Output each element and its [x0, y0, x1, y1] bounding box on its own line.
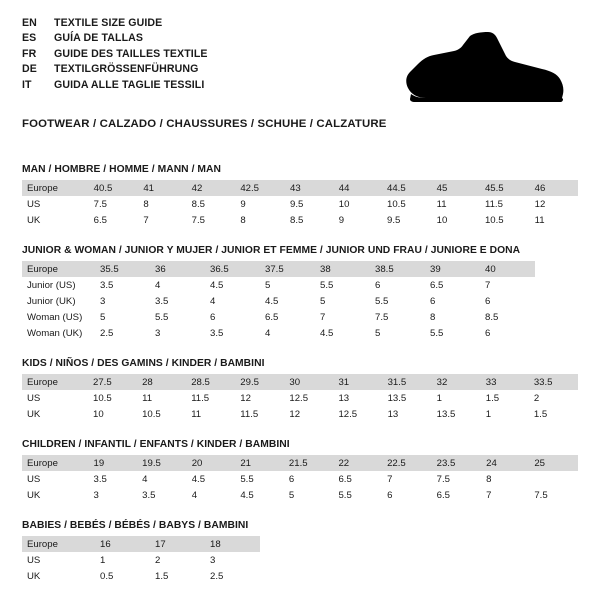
cell: 10.5: [484, 214, 504, 226]
cell: 24: [481, 455, 529, 471]
cell: 16: [95, 536, 150, 552]
cell: 4.5: [320, 327, 334, 339]
row-label: UK: [27, 408, 41, 420]
cell: 11: [436, 198, 447, 210]
cell: 22.5: [382, 455, 432, 471]
cell: 7.5: [375, 311, 389, 323]
cell: 1.5: [155, 570, 169, 582]
cell: 9.5: [387, 214, 401, 226]
cell: 4: [155, 279, 161, 291]
cell: 29.5: [235, 374, 284, 390]
cell: 12: [289, 408, 301, 420]
cell: 11: [142, 392, 153, 404]
cell: 8.5: [485, 311, 499, 323]
cell: 5.5: [430, 327, 444, 339]
language-title: TEXTILGRÖSSENFÜHRUNG: [54, 63, 199, 76]
section-junior-woman: [22, 245, 578, 341]
header: [22, 16, 578, 104]
table-row: [22, 390, 578, 406]
cell: 38.5: [370, 261, 425, 277]
language-row: [22, 78, 208, 93]
cell: 31.5: [383, 374, 432, 390]
language-row: [22, 31, 208, 46]
cell: 10: [93, 408, 104, 420]
row-label: UK: [27, 570, 41, 582]
cell: 23.5: [432, 455, 482, 471]
cell: 44.5: [382, 180, 432, 196]
table-row: [22, 212, 578, 228]
cell: 3: [93, 489, 99, 501]
cell: 30: [284, 374, 333, 390]
language-title: GUÍA DE TALLAS: [54, 32, 144, 45]
cell: 40: [480, 261, 535, 277]
cell: 7.5: [534, 489, 548, 501]
cell: 1: [100, 554, 106, 566]
cell: 45: [432, 180, 480, 196]
table-row: [22, 568, 260, 584]
cell: 3.5: [142, 489, 156, 501]
section-title: BABIES / BEBÉS / BÉBÉS / BABYS / BAMBINI: [22, 520, 249, 531]
section-babies: [22, 520, 578, 584]
cell: 7: [320, 311, 326, 323]
cell: 12: [240, 392, 251, 404]
row-label: Europe: [22, 455, 89, 471]
cell: 21.5: [284, 455, 334, 471]
cell: 3: [100, 295, 106, 307]
table-row: [22, 406, 578, 422]
table-row: [22, 293, 535, 309]
cell: 2.5: [100, 327, 114, 339]
language-code: ES: [22, 32, 37, 45]
cell: 25: [529, 455, 578, 471]
cell: 36.5: [205, 261, 260, 277]
table-row: [22, 261, 535, 277]
cell: 2: [533, 392, 540, 404]
cell: 28: [137, 374, 186, 390]
cell: 42.5: [235, 180, 285, 196]
cell: 46: [530, 180, 578, 196]
language-list: [22, 16, 208, 93]
language-title: TEXTILE SIZE GUIDE: [54, 17, 163, 29]
size-table-children: [22, 455, 578, 503]
cell: 6: [485, 295, 491, 307]
cell: 5.5: [155, 311, 169, 323]
cell: 6: [210, 311, 216, 323]
cell: 0.5: [100, 570, 114, 582]
cell: 6.5: [430, 279, 444, 291]
cell: 4: [210, 295, 216, 307]
cell: 8.5: [290, 214, 304, 226]
row-label: US: [27, 473, 41, 485]
table-row: [22, 325, 535, 341]
row-label: UK: [27, 489, 41, 501]
cell: 4.5: [191, 473, 206, 485]
table-row: [22, 487, 578, 503]
cell: 21: [235, 455, 284, 471]
cell: 11: [191, 408, 202, 420]
cell: 4.5: [240, 489, 254, 501]
cell: 6: [387, 489, 393, 501]
cell: 13.5: [387, 392, 407, 404]
cell: 11: [534, 214, 545, 226]
cell: 12.5: [338, 408, 358, 420]
cell: 11.5: [484, 198, 503, 210]
cell: 3: [155, 327, 161, 339]
cell: 5.5: [240, 473, 254, 485]
cell: 8.5: [191, 198, 205, 210]
size-table-babies: [22, 536, 260, 584]
cell: 8: [143, 198, 149, 210]
section-kids: [22, 358, 578, 422]
cell: 42: [187, 180, 236, 196]
language-code: DE: [22, 63, 37, 76]
cell: 35.5: [95, 261, 150, 277]
cell: 6: [430, 295, 436, 307]
cell: 5.5: [338, 489, 352, 501]
cell: 5: [375, 327, 381, 339]
cell: 5.5: [320, 279, 334, 291]
cell: 7: [387, 473, 393, 485]
cell: 10: [338, 198, 350, 210]
cell: 9: [338, 214, 345, 226]
cell: 7.5: [436, 473, 450, 485]
row-label: Junior (UK): [27, 295, 76, 307]
cell: 13: [387, 408, 399, 420]
cell: 7: [485, 279, 491, 291]
cell: 39: [425, 261, 480, 277]
cell: 8: [240, 214, 246, 226]
language-code: EN: [22, 17, 37, 29]
row-label: US: [27, 198, 41, 210]
row-label: Woman (US): [27, 311, 83, 323]
cell: 13.5: [436, 408, 456, 420]
cell: 5: [100, 311, 106, 323]
cell: 19: [89, 455, 138, 471]
size-table-kids: [22, 374, 578, 422]
cell: 6: [288, 473, 295, 485]
cell: 3.5: [93, 473, 107, 485]
language-row: [22, 16, 208, 31]
cell: 4: [191, 489, 198, 501]
cell: 7.5: [191, 214, 205, 226]
cell: 2.5: [210, 570, 224, 582]
cell: 8: [430, 311, 436, 323]
cell: 4.5: [210, 279, 224, 291]
table-row: [22, 309, 535, 325]
cell: [529, 471, 578, 487]
row-label: Europe: [22, 261, 95, 277]
cell: 7: [143, 214, 149, 226]
cell: 40.5: [89, 180, 139, 196]
row-label: US: [27, 554, 41, 566]
language-row: [22, 62, 208, 77]
cell: 4: [265, 327, 271, 339]
cell: 5.5: [375, 295, 389, 307]
category-title: FOOTWEAR / CALZADO / CHAUSSURES / SCHUHE / CALZATURE: [22, 118, 387, 130]
cell: 3.5: [155, 295, 169, 307]
cell: 19.5: [137, 455, 187, 471]
cell: 6.5: [436, 489, 450, 501]
cell: 27.5: [88, 374, 137, 390]
cell: 4.5: [265, 295, 279, 307]
table-row: [22, 455, 578, 471]
row-label: Europe: [22, 374, 88, 390]
table-row: [22, 374, 578, 390]
cell: 5: [320, 295, 326, 307]
cell: 11.5: [191, 392, 210, 404]
row-label: Woman (UK): [27, 327, 83, 339]
section-children: [22, 439, 578, 503]
language-title: GUIDA ALLE TAGLIE TESSILI: [54, 78, 205, 91]
table-row: [22, 196, 578, 212]
row-label: Europe: [22, 536, 95, 552]
language-code: FR: [22, 47, 37, 60]
section-title: MAN / HOMBRE / HOMME / MANN / MAN: [22, 164, 221, 175]
cell: 45.5: [480, 180, 530, 196]
size-table-man: [22, 180, 578, 228]
cell: 9.5: [290, 198, 304, 210]
row-label: Junior (US): [27, 279, 76, 291]
cell: 22: [333, 455, 382, 471]
cell: 1: [485, 408, 492, 420]
cell: 1: [436, 392, 442, 404]
cell: 6: [485, 327, 491, 339]
cell: 28.5: [186, 374, 235, 390]
row-label: Europe: [22, 180, 89, 196]
cell: 31: [333, 374, 382, 390]
language-row: [22, 47, 208, 62]
cell: 3.5: [210, 327, 224, 339]
cell: 7: [486, 489, 492, 501]
cell: 6.5: [93, 214, 108, 226]
cell: 38: [315, 261, 370, 277]
section-title: CHILDREN / INFANTIL / ENFANTS / KINDER / BAMBINI: [22, 439, 290, 450]
cell: 12.5: [289, 392, 309, 404]
cell: 32: [432, 374, 481, 390]
table-row: [22, 180, 578, 196]
table-row: [22, 536, 260, 552]
cell: 6.5: [265, 311, 279, 323]
cell: 4: [142, 473, 148, 485]
dress-shoe-silhouette-icon: [396, 28, 566, 104]
table-row: [22, 277, 535, 293]
cell: 10.5: [93, 392, 112, 404]
cell: 41: [138, 180, 186, 196]
cell: 5: [288, 489, 295, 501]
cell: 2: [155, 554, 161, 566]
cell: 9: [240, 198, 246, 210]
cell: 10: [436, 214, 448, 226]
language-code: IT: [22, 78, 32, 91]
section-title: JUNIOR & WOMAN / JUNIOR Y MUJER / JUNIOR ET FEMME / JUNIOR UND FRAU / JUNIORE E DONA: [22, 245, 521, 256]
cell: 1.5: [533, 408, 548, 420]
cell: 8: [486, 473, 492, 485]
cell: 13: [338, 392, 350, 404]
language-title: GUIDE DES TAILLES TEXTILE: [54, 47, 208, 60]
size-table-junior-woman: [22, 261, 535, 341]
cell: 17: [150, 536, 205, 552]
cell: 10.5: [387, 198, 406, 210]
cell: 3.5: [100, 279, 114, 291]
cell: 44: [334, 180, 382, 196]
section-title: KIDS / NIÑOS / DES GAMINS / KINDER / BAMBINI: [22, 358, 265, 369]
cell: 6: [375, 279, 381, 291]
cell: 1.5: [485, 392, 500, 404]
table-row: [22, 471, 578, 487]
cell: 20: [187, 455, 236, 471]
table-row: [22, 552, 260, 568]
row-label: UK: [27, 214, 41, 226]
cell: 12: [534, 198, 546, 210]
row-label: US: [27, 392, 41, 404]
cell: 7.5: [93, 198, 108, 210]
cell: 37.5: [260, 261, 315, 277]
cell: 43: [285, 180, 334, 196]
cell: 33: [481, 374, 529, 390]
section-man: [22, 164, 578, 228]
cell: 10.5: [142, 408, 161, 420]
cell: 18: [205, 536, 260, 552]
cell: 5: [265, 279, 271, 291]
cell: 11.5: [240, 408, 259, 420]
cell: 33.5: [529, 374, 578, 390]
cell: 3: [210, 554, 216, 566]
cell: 36: [150, 261, 205, 277]
cell: 6.5: [338, 473, 352, 485]
